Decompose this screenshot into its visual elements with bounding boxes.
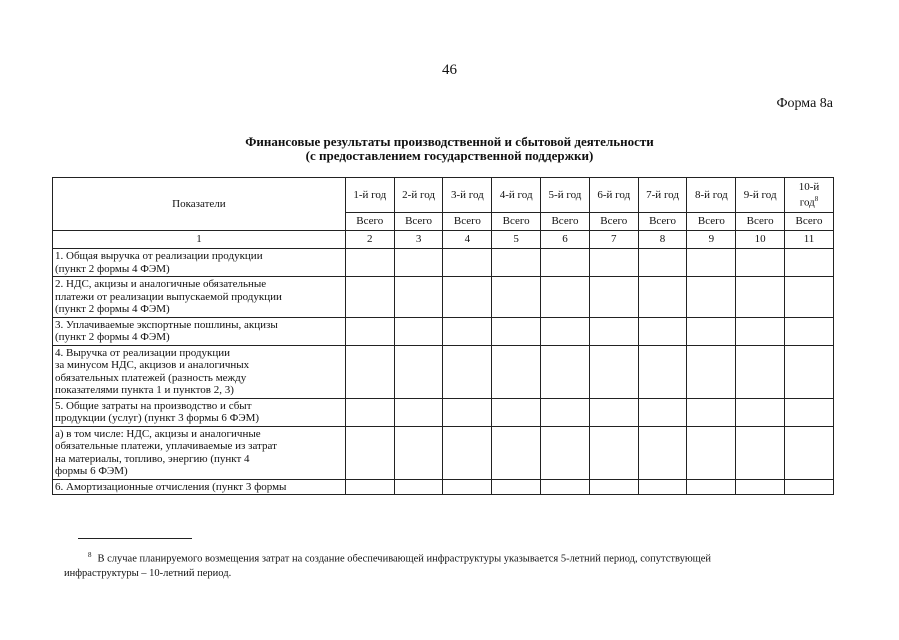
financial-results-table (52, 177, 834, 495)
year-header: 9-й год (736, 178, 785, 213)
value-cell (687, 479, 736, 495)
column-number: 10 (736, 231, 785, 249)
indicator-text-line: обязательных платежей (разность между (55, 371, 247, 384)
value-cell (638, 317, 687, 345)
value-cell (541, 479, 590, 495)
value-cell (687, 426, 736, 479)
value-cell (736, 479, 785, 495)
value-cell (785, 317, 834, 345)
column-number: 5 (492, 231, 541, 249)
value-cell (492, 317, 541, 345)
value-cell (736, 317, 785, 345)
total-subheader: Всего (638, 213, 687, 231)
indicator-cell (53, 277, 346, 318)
footnote (64, 548, 834, 581)
value-cell (492, 426, 541, 479)
value-cell (638, 345, 687, 398)
value-cell (394, 345, 443, 398)
column-number: 1 (53, 231, 346, 249)
value-cell (345, 345, 394, 398)
total-subheader: Всего (443, 213, 492, 231)
value-cell (443, 345, 492, 398)
value-cell (394, 277, 443, 318)
value-cell (785, 345, 834, 398)
year-header: 8-й год (687, 178, 736, 213)
footnote-divider (78, 538, 192, 539)
value-cell (345, 426, 394, 479)
year-header: 1-й год (345, 178, 394, 213)
value-cell (541, 317, 590, 345)
value-cell (736, 345, 785, 398)
value-cell (785, 426, 834, 479)
value-cell (345, 479, 394, 495)
value-cell (638, 249, 687, 277)
value-cell (443, 249, 492, 277)
value-cell (785, 479, 834, 495)
year-header: 3-й год (443, 178, 492, 213)
indicator-cell (53, 426, 346, 479)
indicator-cell (53, 479, 346, 495)
value-cell (589, 398, 638, 426)
value-cell (394, 317, 443, 345)
value-cell (736, 398, 785, 426)
value-cell (394, 426, 443, 479)
value-cell (492, 249, 541, 277)
total-subheader: Всего (345, 213, 394, 231)
footnote-line-2: инфраструктуры – 10-летний период. (64, 567, 232, 579)
indicator-text-line: показателями пункта 1 и пунктов 2, 3) (55, 384, 234, 396)
table-row (53, 479, 834, 495)
column-number: 9 (687, 231, 736, 249)
value-cell (736, 277, 785, 318)
value-cell (736, 426, 785, 479)
value-cell (687, 345, 736, 398)
value-cell (492, 345, 541, 398)
column-number: 4 (443, 231, 492, 249)
year-header: 6-й год (589, 178, 638, 213)
value-cell (443, 277, 492, 318)
title-line-1: Финансовые результаты производственной и сбытовой деятельности (245, 134, 654, 149)
total-subheader: Всего (394, 213, 443, 231)
total-subheader: Всего (492, 213, 541, 231)
total-subheader: Всего (589, 213, 638, 231)
value-cell (687, 277, 736, 318)
year-header-10 (785, 178, 834, 213)
value-cell (589, 479, 638, 495)
indicator-text-line: 5. Общие затраты на производство и сбыт (55, 399, 252, 412)
indicator-text-line: а) в том числе: НДС, акцизы и аналогичные (55, 427, 261, 440)
value-cell (541, 426, 590, 479)
footnote-line-1: В случае планируемого возмещения затрат на создание обеспечивающей инфраструктуры указывается 5-летний период, сопутствующей (97, 553, 712, 565)
value-cell (394, 398, 443, 426)
value-cell (394, 479, 443, 495)
table-row (53, 317, 834, 345)
column-number: 3 (394, 231, 443, 249)
column-number: 7 (589, 231, 638, 249)
value-cell (345, 398, 394, 426)
indicator-text-line: платежи от реализации выпускаемой продукции (55, 290, 282, 303)
value-cell (589, 426, 638, 479)
indicator-cell (53, 249, 346, 277)
value-cell (638, 479, 687, 495)
value-cell (638, 277, 687, 318)
table-row (53, 345, 834, 398)
value-cell (345, 249, 394, 277)
value-cell (443, 426, 492, 479)
indicator-cell (53, 317, 346, 345)
indicator-cell (53, 345, 346, 398)
indicator-header: Показатели (53, 178, 346, 231)
total-subheader: Всего (687, 213, 736, 231)
table-row (53, 249, 834, 277)
indicator-cell (53, 398, 346, 426)
year10-part2: год (799, 196, 815, 209)
indicator-text-line: (пункт 2 формы 4 ФЭМ) (55, 303, 170, 315)
value-cell (541, 398, 590, 426)
year-header: 5-й год (541, 178, 590, 213)
value-cell (638, 426, 687, 479)
form-label: Форма 8а (776, 96, 833, 111)
column-number: 2 (345, 231, 394, 249)
value-cell (687, 317, 736, 345)
value-cell (541, 345, 590, 398)
value-cell (687, 398, 736, 426)
total-subheader: Всего (541, 213, 590, 231)
value-cell (541, 249, 590, 277)
value-cell (785, 249, 834, 277)
footnote-reference: 8 (814, 195, 819, 204)
value-cell (736, 249, 785, 277)
header-row-years (53, 178, 834, 213)
table-row (53, 398, 834, 426)
value-cell (638, 398, 687, 426)
year-header: 7-й год (638, 178, 687, 213)
title-line-2: (с предоставлением государственной поддержки) (305, 148, 594, 163)
column-number: 11 (785, 231, 834, 249)
column-number-row (53, 231, 834, 249)
table-row (53, 426, 834, 479)
total-subheader: Всего (785, 213, 834, 231)
year-header: 4-й год (492, 178, 541, 213)
document-title (0, 135, 899, 163)
column-number: 6 (541, 231, 590, 249)
indicator-text-line: 6. Амортизационные отчисления (пункт 3 формы (55, 480, 287, 493)
value-cell (589, 317, 638, 345)
indicator-text-line: формы 6 ФЭМ) (55, 465, 128, 477)
footnote-mark: 8 (88, 551, 92, 559)
indicator-text-line: за минусом НДС, акцизов и аналогичных (55, 359, 250, 371)
indicator-text-line: 1. Общая выручка от реализации продукции (55, 250, 263, 262)
indicator-text-line: 4. Выручка от реализации продукции (55, 346, 231, 359)
year10-part1: 10-й (798, 181, 820, 194)
indicator-text-line: обязательные платежи, уплачиваемые из затрат (55, 440, 277, 452)
value-cell (541, 277, 590, 318)
indicator-text-line: (пункт 2 формы 4 ФЭМ) (55, 331, 170, 343)
indicator-text-line: на материалы, топливо, энергию (пункт 4 (55, 452, 250, 465)
value-cell (443, 479, 492, 495)
year-header: 2-й год (394, 178, 443, 213)
value-cell (492, 277, 541, 318)
value-cell (492, 398, 541, 426)
table-row (53, 277, 834, 318)
value-cell (785, 398, 834, 426)
value-cell (687, 249, 736, 277)
value-cell (394, 249, 443, 277)
value-cell (589, 249, 638, 277)
value-cell (492, 479, 541, 495)
value-cell (589, 277, 638, 318)
indicator-text-line: 2. НДС, акцизы и аналогичные обязательные (55, 278, 267, 290)
value-cell (345, 317, 394, 345)
value-cell (443, 398, 492, 426)
total-subheader: Всего (736, 213, 785, 231)
value-cell (345, 277, 394, 318)
indicator-text-line: 3. Уплачиваемые экспортные пошлины, акцизы (55, 318, 278, 331)
value-cell (589, 345, 638, 398)
indicator-text-line: (пункт 2 формы 4 ФЭМ) (55, 262, 170, 275)
page-number: 46 (442, 62, 457, 78)
value-cell (785, 277, 834, 318)
column-number: 8 (638, 231, 687, 249)
value-cell (443, 317, 492, 345)
indicator-text-line: продукции (услуг) (пункт 3 формы 6 ФЭМ) (55, 412, 260, 424)
